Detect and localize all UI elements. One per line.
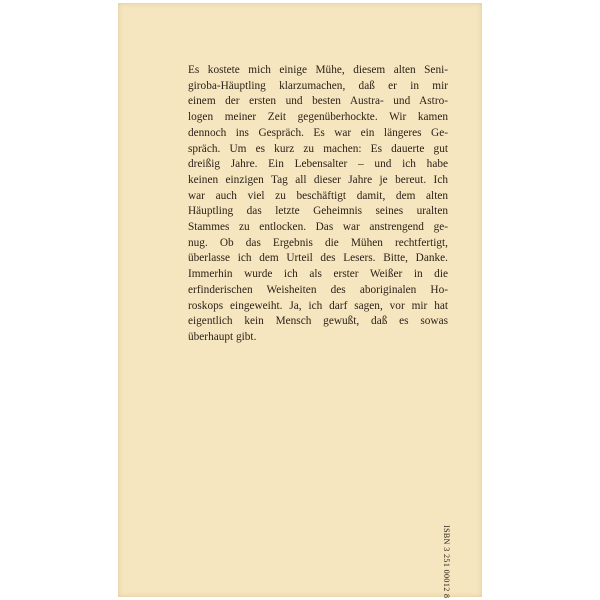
blurb-line: Es kostete mich einige Mühe, diesem alten Seni- [188,64,448,76]
blurb-line: überhaupt gibt. [188,330,257,343]
blurb-line: nug. Ob das Ergebnis die Mühen rechtfertigt, [188,236,448,249]
blurb-line: giroba-Häuptling klarzumachen, daß er in mir [188,79,448,92]
blurb-line: war auch viel zu beschäftigt damit, dem alten [188,189,448,202]
blurb-line: keinen einzigen Tag all dieser Jahre je bereut. Ich [188,173,448,186]
blurb-line: einem der ersten und besten Austra- und Astro- [188,95,448,108]
blurb-text [188,63,448,346]
blurb-line: dennoch ins Gespräch. Es war ein längeres Ge- [188,126,448,139]
blurb-line: Immerhin wurde ich als erster Weißer in die [188,268,448,281]
blurb-line: spräch. Um es kurz zu machen: Es dauerte gut [188,142,448,155]
blurb-line: roskops eingeweiht. Ja, ich darf sagen, vor mir hat [188,299,448,312]
blurb-line: Häuptling das letzte Geheimnis seines uralten [188,205,448,218]
blurb-line: erfinderischen Weisheiten des aboriginalen Ho- [188,283,448,296]
blurb-line: eigentlich kein Mensch gewußt, daß es sowas [188,315,448,328]
blurb-line: logen meiner Zeit gegenüberhockte. Wir kamen [188,111,448,124]
isbn-number: ISBN 3 251 00012 8 [442,525,451,599]
blurb-line: dreißig Jahre. Ein Lebensalter – und ich habe [188,158,448,171]
blurb-line: überlasse ich dem Urteil des Lesers. Bitte, Danke. [188,252,448,265]
blurb-line: Stammes zu entlocken. Das war anstrengend ge- [188,221,448,234]
book-back-cover [118,3,482,597]
